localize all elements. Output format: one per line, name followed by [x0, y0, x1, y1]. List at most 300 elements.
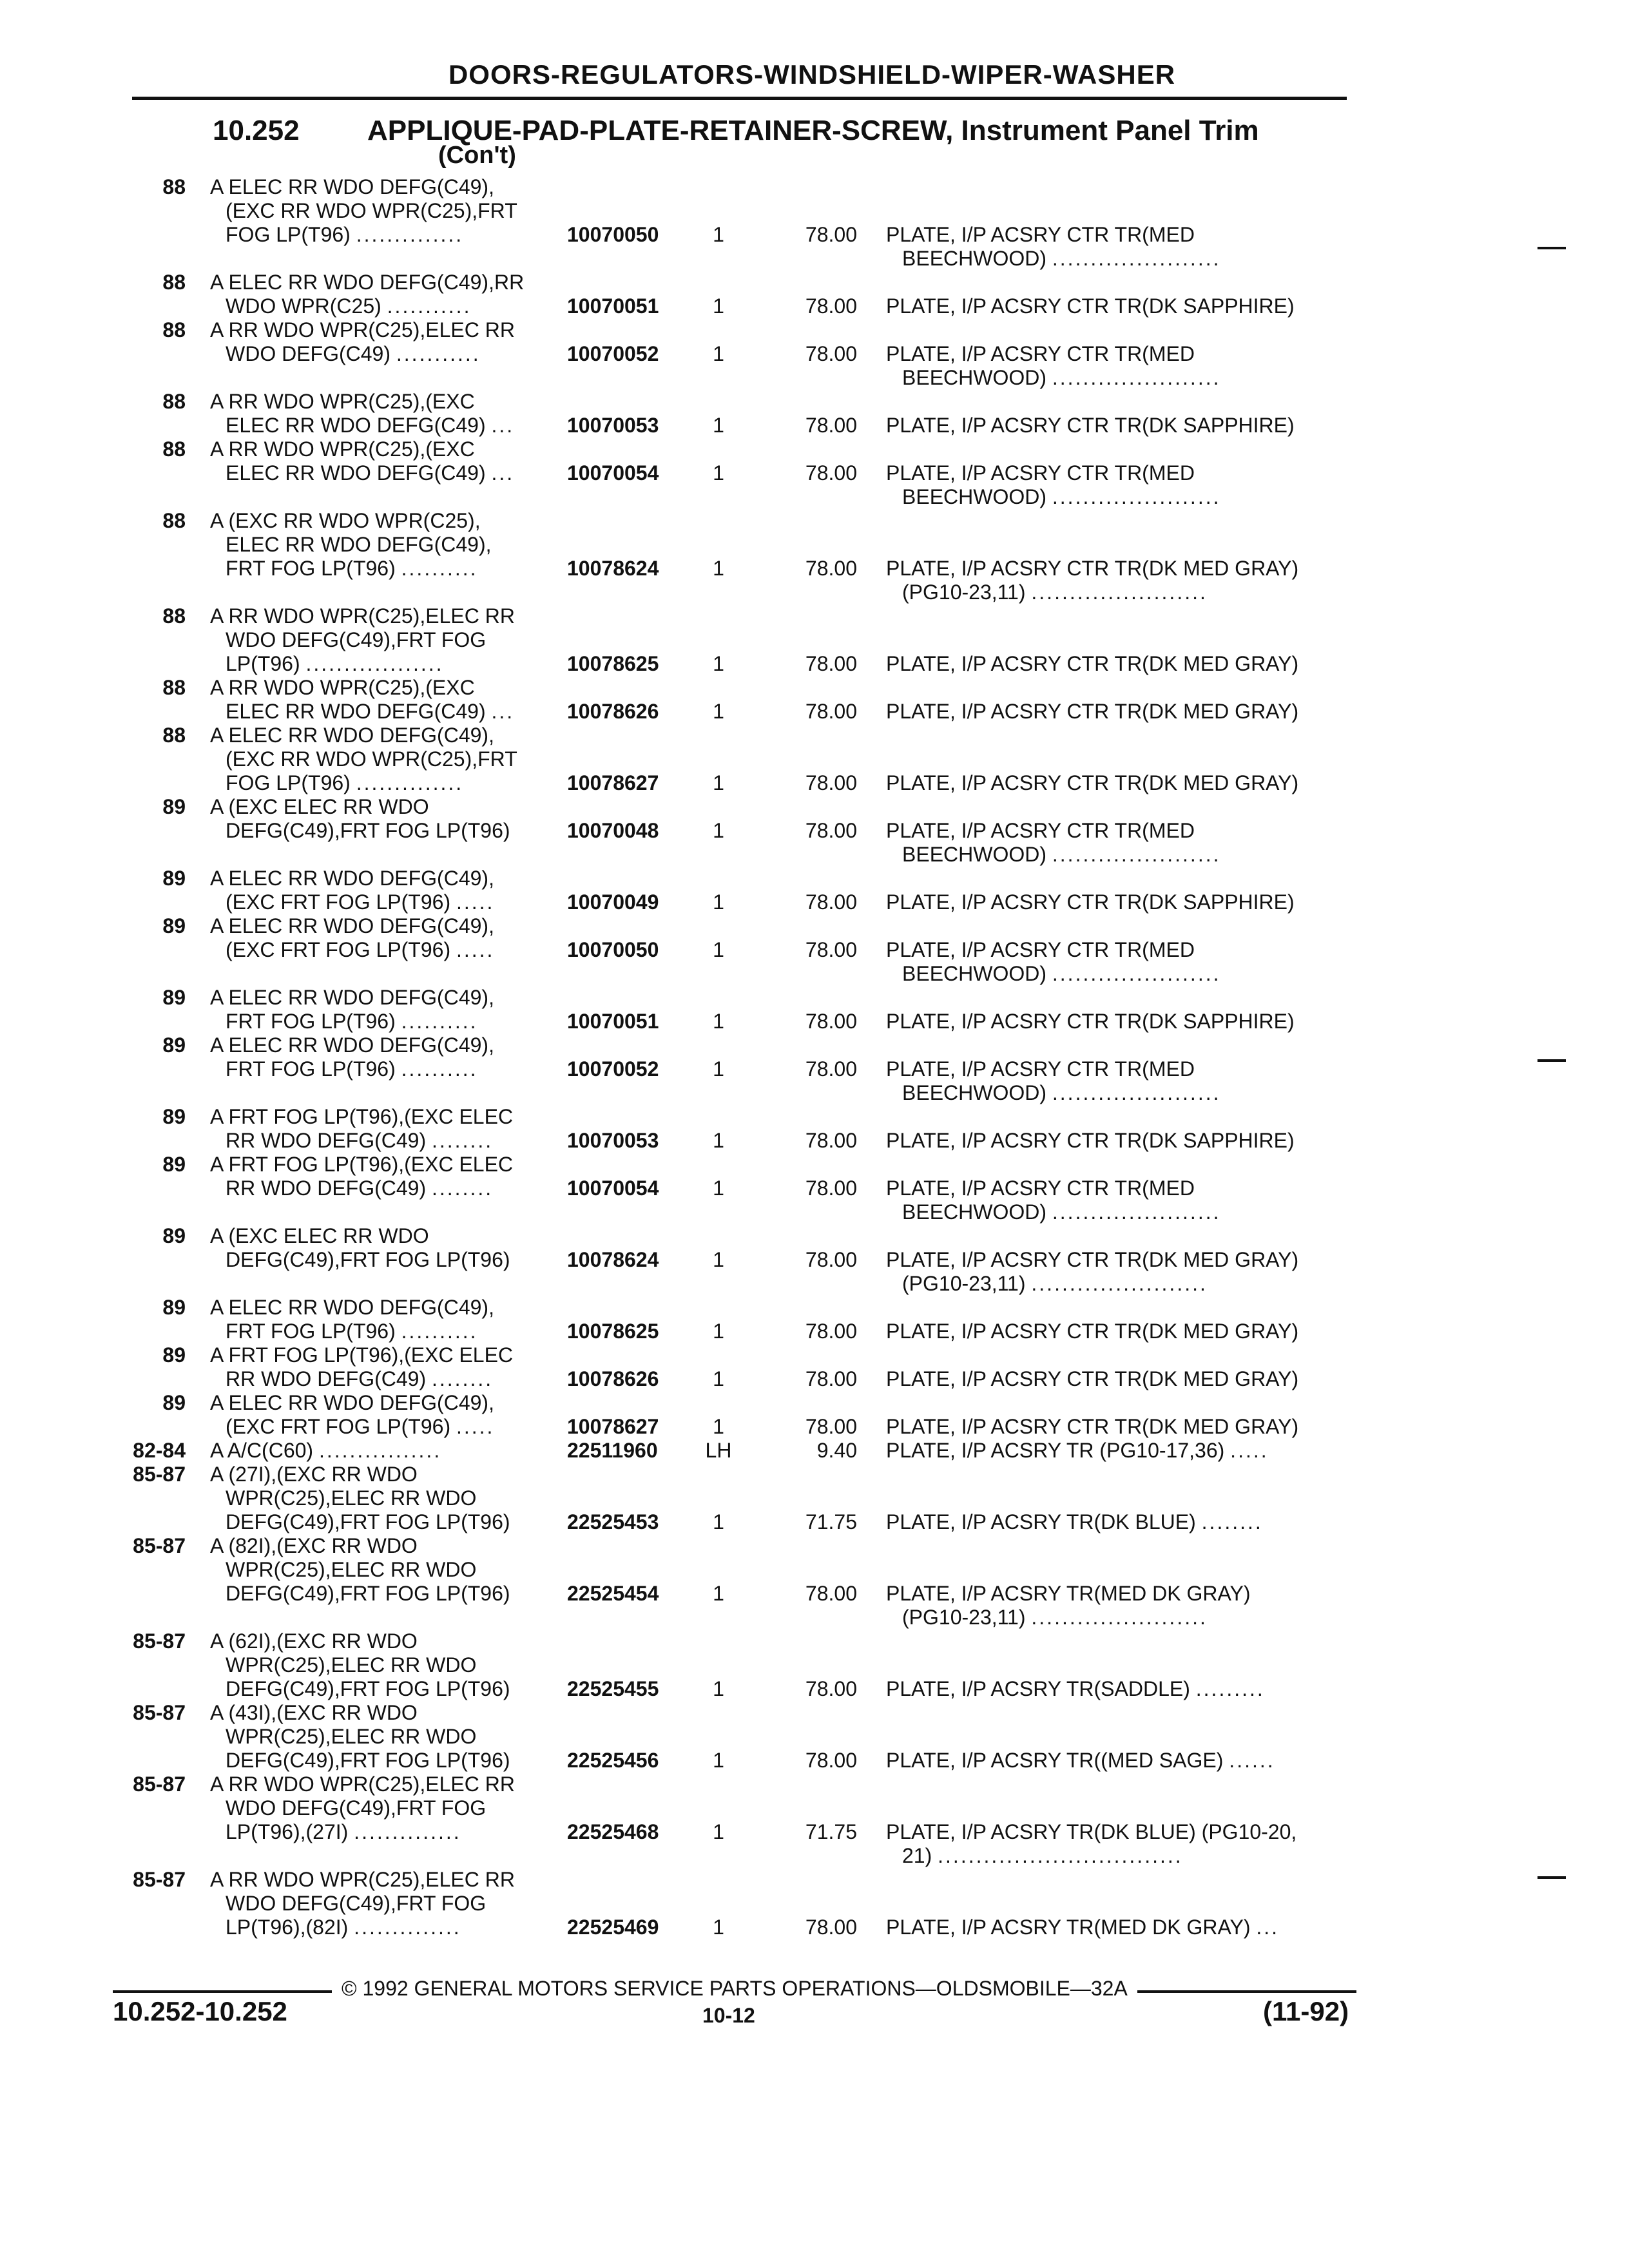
- part-name: [902, 1081, 1220, 1105]
- entry-line: [0, 581, 1629, 604]
- dot-leader: ......................: [1052, 1200, 1221, 1224]
- part-name-text: (PG10-23,11): [902, 1272, 1026, 1295]
- dot-leader: .......................: [1031, 581, 1208, 604]
- usage-description: [226, 1129, 493, 1153]
- part-number: 10070050: [567, 938, 659, 961]
- part-name: PLATE, I/P ACSRY CTR TR(DK MED GRAY): [886, 652, 1299, 675]
- part-name: [902, 1844, 1183, 1868]
- price: 78.00: [805, 771, 857, 794]
- entry-line: [0, 1081, 1629, 1105]
- price: 78.00: [805, 414, 857, 437]
- price: 78.00: [805, 1248, 857, 1271]
- part-name: PLATE, I/P ACSRY CTR TR(DK SAPPHIRE): [886, 294, 1295, 318]
- ref-number: 89: [162, 1296, 186, 1319]
- part-name: PLATE, I/P ACSRY CTR TR(DK MED GRAY): [886, 1248, 1299, 1271]
- entry-line: [0, 938, 1629, 962]
- ref-number: 85-87: [133, 1629, 186, 1653]
- dot-leader: ...: [1256, 1916, 1280, 1939]
- usage-description: A ELEC RR WDO DEFG(C49),: [210, 914, 494, 937]
- date-code: (11-92): [1263, 1996, 1349, 2026]
- usage-description: ELEC RR WDO DEFG(C49),: [226, 533, 492, 556]
- price: 9.40: [816, 1439, 857, 1462]
- parts-entry: [0, 724, 1629, 795]
- entry-line: [0, 1391, 1629, 1415]
- usage-description: [226, 461, 514, 485]
- entry-line: [0, 652, 1629, 676]
- parts-entry: [0, 1868, 1629, 1939]
- quantity: 1: [713, 1248, 724, 1271]
- dot-leader: .....: [456, 1415, 495, 1438]
- parts-entry: [0, 795, 1629, 867]
- price: 78.00: [805, 1367, 857, 1390]
- usage-text: (EXC FRT FOG LP(T96): [226, 938, 451, 961]
- parts-entry: [0, 1343, 1629, 1391]
- price: 78.00: [805, 1320, 857, 1343]
- entry-line: [0, 867, 1629, 890]
- quantity: LH: [705, 1439, 732, 1462]
- usage-description: DEFG(C49),FRT FOG LP(T96): [226, 1749, 510, 1772]
- part-number: 22525456: [567, 1749, 659, 1772]
- dot-leader: ..................: [305, 652, 444, 675]
- usage-text: LP(T96),(27I): [226, 1820, 349, 1843]
- part-name: PLATE, I/P ACSRY CTR TR(DK SAPPHIRE): [886, 890, 1295, 914]
- dot-leader: ..............: [354, 1820, 461, 1843]
- parts-entry: [0, 867, 1629, 914]
- ref-number: 89: [162, 1391, 186, 1414]
- usage-description: A (27I),(EXC RR WDO: [210, 1463, 418, 1486]
- usage-description: [226, 890, 494, 914]
- entry-line: [0, 199, 1629, 223]
- part-name: [902, 1272, 1208, 1296]
- parts-entry: [0, 1773, 1629, 1868]
- usage-description: WPR(C25),ELEC RR WDO: [226, 1558, 477, 1581]
- entry-line: [0, 414, 1629, 437]
- part-name: PLATE, I/P ACSRY TR(DK BLUE) (PG10-20,: [886, 1820, 1297, 1843]
- ref-number: 89: [162, 1105, 186, 1128]
- part-number: 10070052: [567, 1057, 659, 1081]
- part-number: 22511960: [567, 1439, 658, 1462]
- quantity: 1: [713, 1320, 724, 1343]
- price: 71.75: [805, 1820, 857, 1843]
- parts-entry: [0, 1153, 1629, 1224]
- part-name: [886, 1677, 1265, 1701]
- entry-line: [0, 271, 1629, 294]
- running-title: DOORS-REGULATORS-WINDSHIELD-WIPER-WASHER: [448, 59, 1176, 90]
- usage-text: FOG LP(T96): [226, 223, 351, 246]
- entry-line: [0, 1010, 1629, 1033]
- price: 78.00: [805, 1582, 857, 1605]
- parts-entry: [0, 1224, 1629, 1296]
- part-name: PLATE, I/P ACSRY CTR TR(MED: [886, 461, 1195, 485]
- quantity: 1: [713, 223, 724, 246]
- quantity: 1: [713, 1820, 724, 1843]
- header-rule: [132, 97, 1347, 100]
- price: 78.00: [805, 1057, 857, 1081]
- ref-number: 85-87: [133, 1534, 186, 1557]
- dot-leader: ..........: [401, 1057, 478, 1081]
- part-name: PLATE, I/P ACSRY CTR TR(MED: [886, 819, 1195, 842]
- usage-description: [226, 1415, 494, 1439]
- entry-line: [0, 1820, 1629, 1844]
- quantity: 1: [713, 1415, 724, 1438]
- dot-leader: ........: [1201, 1510, 1263, 1533]
- quantity: 1: [713, 1677, 724, 1700]
- entry-line: [0, 390, 1629, 414]
- usage-description: A ELEC RR WDO DEFG(C49),: [210, 986, 494, 1009]
- price: 78.00: [805, 1415, 857, 1438]
- entry-line: [0, 1248, 1629, 1272]
- entry-line: [0, 1296, 1629, 1320]
- dot-leader: ......: [1229, 1749, 1275, 1772]
- part-number: 10070049: [567, 890, 659, 914]
- usage-description: [226, 1820, 461, 1844]
- dot-leader: ..............: [356, 771, 464, 794]
- entry-line: [0, 1272, 1629, 1296]
- dot-leader: .....: [456, 938, 495, 961]
- parts-entry: [0, 1105, 1629, 1153]
- entry-line: [0, 1343, 1629, 1367]
- part-name: PLATE, I/P ACSRY CTR TR(DK MED GRAY): [886, 1415, 1299, 1438]
- part-name: PLATE, I/P ACSRY CTR TR(DK MED GRAY): [886, 1367, 1299, 1390]
- part-number: 10078625: [567, 1320, 659, 1343]
- entry-line: [0, 1510, 1629, 1534]
- part-number: 10070051: [567, 1010, 659, 1033]
- quantity: 1: [713, 1010, 724, 1033]
- usage-description: DEFG(C49),FRT FOG LP(T96): [226, 1248, 510, 1271]
- part-name-text: (PG10-23,11): [902, 581, 1026, 604]
- usage-description: A ELEC RR WDO DEFG(C49),: [210, 175, 494, 198]
- price: 78.00: [805, 294, 857, 318]
- dot-leader: ..........: [401, 557, 478, 580]
- entry-line: [0, 890, 1629, 914]
- part-name: [886, 1439, 1269, 1463]
- usage-description: A ELEC RR WDO DEFG(C49),: [210, 724, 494, 747]
- price: 78.00: [805, 1677, 857, 1700]
- parts-entry: [0, 271, 1629, 318]
- usage-description: A RR WDO WPR(C25),(EXC: [210, 437, 475, 461]
- entry-line: [0, 1534, 1629, 1558]
- part-number: 22525468: [567, 1820, 659, 1843]
- entry-line: [0, 461, 1629, 485]
- parts-entry: [0, 1391, 1629, 1439]
- usage-description: A (43I),(EXC RR WDO: [210, 1701, 418, 1724]
- part-name-text: PLATE, I/P ACSRY TR(MED DK GRAY): [886, 1916, 1251, 1939]
- footer-rule-right: [1137, 1990, 1356, 1993]
- usage-description: A RR WDO WPR(C25),ELEC RR: [210, 1773, 515, 1796]
- entry-line: [0, 1177, 1629, 1200]
- usage-text: FRT FOG LP(T96): [226, 1057, 396, 1081]
- section-subtitle: (Con't): [438, 142, 516, 169]
- usage-text: WDO DEFG(C49): [226, 342, 390, 365]
- entry-line: [0, 771, 1629, 795]
- entry-line: [0, 1606, 1629, 1629]
- parts-entry: [0, 1629, 1629, 1701]
- entry-line: [0, 1200, 1629, 1224]
- quantity: 1: [713, 1510, 724, 1533]
- dot-leader: ......................: [1052, 1081, 1221, 1104]
- part-number: 10078626: [567, 1367, 659, 1390]
- part-name-text: PLATE, I/P ACSRY TR(DK BLUE): [886, 1510, 1196, 1533]
- part-number: 10070053: [567, 414, 659, 437]
- part-name: [902, 247, 1220, 271]
- entry-line: [0, 1105, 1629, 1129]
- usage-description: [226, 1010, 478, 1033]
- usage-description: A RR WDO WPR(C25),ELEC RR: [210, 604, 515, 628]
- quantity: 1: [713, 700, 724, 723]
- parts-entry: [0, 914, 1629, 986]
- usage-description: A (62I),(EXC RR WDO: [210, 1629, 418, 1653]
- price: 71.75: [805, 1510, 857, 1533]
- entry-line: [0, 1224, 1629, 1248]
- usage-description: (EXC RR WDO WPR(C25),FRT: [226, 199, 517, 222]
- part-name: [902, 962, 1220, 986]
- entry-line: [0, 557, 1629, 581]
- dot-leader: ...: [491, 414, 515, 437]
- parts-entry: [0, 390, 1629, 437]
- usage-description: [226, 223, 463, 247]
- usage-description: WPR(C25),ELEC RR WDO: [226, 1486, 477, 1510]
- part-name: PLATE, I/P ACSRY CTR TR(DK SAPPHIRE): [886, 1010, 1295, 1033]
- ref-number: 89: [162, 795, 186, 818]
- part-name: PLATE, I/P ACSRY CTR TR(MED: [886, 1057, 1195, 1081]
- margin-mark: [1537, 247, 1566, 249]
- page-number: 10-12: [702, 2004, 755, 2027]
- usage-description: A RR WDO WPR(C25),(EXC: [210, 676, 475, 699]
- price: 78.00: [805, 1129, 857, 1152]
- margin-mark: [1537, 1876, 1566, 1879]
- usage-description: A ELEC RR WDO DEFG(C49),: [210, 1033, 494, 1057]
- dot-leader: ........: [432, 1129, 494, 1152]
- price: 78.00: [805, 890, 857, 914]
- usage-text: FRT FOG LP(T96): [226, 1320, 396, 1343]
- usage-text: FRT FOG LP(T96): [226, 557, 396, 580]
- part-name: PLATE, I/P ACSRY CTR TR(MED: [886, 342, 1195, 365]
- part-number: 10070054: [567, 1177, 659, 1200]
- part-name: [902, 843, 1220, 867]
- ref-number: 88: [162, 271, 186, 294]
- price: 78.00: [805, 342, 857, 365]
- part-number: 10070048: [567, 819, 659, 842]
- ref-number: 88: [162, 437, 186, 461]
- quantity: 1: [713, 557, 724, 580]
- entry-line: [0, 914, 1629, 938]
- usage-description: [226, 1320, 478, 1343]
- quantity: 1: [713, 1057, 724, 1081]
- usage-description: DEFG(C49),FRT FOG LP(T96): [226, 1510, 510, 1533]
- ref-number: 88: [162, 724, 186, 747]
- price: 78.00: [805, 461, 857, 485]
- usage-description: A (EXC RR WDO WPR(C25),: [210, 509, 481, 532]
- dot-leader: ...........: [387, 294, 472, 318]
- part-name-text: BEECHWOOD): [902, 843, 1046, 866]
- usage-description: [210, 1439, 441, 1463]
- dot-leader: ..............: [356, 223, 464, 246]
- dot-leader: ........: [432, 1367, 494, 1390]
- usage-description: A ELEC RR WDO DEFG(C49),: [210, 867, 494, 890]
- price: 78.00: [805, 652, 857, 675]
- entry-line: [0, 1153, 1629, 1177]
- entry-line: [0, 485, 1629, 509]
- entry-line: [0, 533, 1629, 557]
- usage-description: WPR(C25),ELEC RR WDO: [226, 1725, 477, 1748]
- part-name-text: BEECHWOOD): [902, 485, 1046, 508]
- entry-line: [0, 1463, 1629, 1486]
- quantity: 1: [713, 890, 724, 914]
- part-name-text: PLATE, I/P ACSRY TR (PG10-17,36): [886, 1439, 1225, 1462]
- entry-line: [0, 1629, 1629, 1653]
- parts-entry: [0, 1296, 1629, 1343]
- parts-entry: [0, 1439, 1629, 1463]
- part-name: [902, 1200, 1220, 1224]
- part-name: [902, 485, 1220, 509]
- quantity: 1: [713, 294, 724, 318]
- entry-line: [0, 1057, 1629, 1081]
- entry-line: [0, 294, 1629, 318]
- entry-line: [0, 1415, 1629, 1439]
- usage-description: (EXC RR WDO WPR(C25),FRT: [226, 747, 517, 771]
- dot-leader: .........: [1195, 1677, 1265, 1700]
- ref-number: 89: [162, 986, 186, 1009]
- parts-entry: [0, 318, 1629, 390]
- ref-number: 89: [162, 867, 186, 890]
- parts-entry: [0, 1463, 1629, 1534]
- entry-line: [0, 700, 1629, 724]
- part-number: 10078624: [567, 1248, 659, 1271]
- entry-line: [0, 175, 1629, 199]
- usage-description: A (EXC ELEC RR WDO: [210, 1224, 429, 1247]
- entry-line: [0, 1916, 1629, 1939]
- part-number: 22525454: [567, 1582, 659, 1605]
- part-name-text: BEECHWOOD): [902, 366, 1046, 389]
- usage-description: A FRT FOG LP(T96),(EXC ELEC: [210, 1153, 514, 1176]
- entry-line: [0, 986, 1629, 1010]
- part-name: [886, 1749, 1275, 1773]
- entry-line: [0, 509, 1629, 533]
- copyright-line: © 1992 GENERAL MOTORS SERVICE PARTS OPERATIONS—OLDSMOBILE—32A: [342, 1977, 1128, 2000]
- quantity: 1: [713, 652, 724, 675]
- ref-number: 85-87: [133, 1868, 186, 1891]
- ref-number: 89: [162, 1153, 186, 1176]
- usage-description: A RR WDO WPR(C25),ELEC RR: [210, 318, 515, 341]
- parts-list: [0, 175, 1629, 1939]
- parts-entry: [0, 1701, 1629, 1773]
- entry-line: [0, 1129, 1629, 1153]
- usage-text: RR WDO DEFG(C49): [226, 1129, 427, 1152]
- entry-line: [0, 1558, 1629, 1582]
- part-number: 22525469: [567, 1916, 659, 1939]
- dot-leader: ......................: [1052, 485, 1221, 508]
- dot-leader: .....: [1230, 1439, 1269, 1462]
- part-name: PLATE, I/P ACSRY CTR TR(MED: [886, 1177, 1195, 1200]
- part-name-text: BEECHWOOD): [902, 1200, 1046, 1224]
- part-number: 22525453: [567, 1510, 659, 1533]
- usage-description: DEFG(C49),FRT FOG LP(T96): [226, 1677, 510, 1700]
- usage-description: DEFG(C49),FRT FOG LP(T96): [226, 1582, 510, 1605]
- parts-entry: [0, 1033, 1629, 1105]
- part-name-text: (PG10-23,11): [902, 1606, 1026, 1629]
- parts-entry: [0, 676, 1629, 724]
- usage-description: DEFG(C49),FRT FOG LP(T96): [226, 819, 510, 842]
- part-name: PLATE, I/P ACSRY CTR TR(DK MED GRAY): [886, 700, 1299, 723]
- ref-number: 85-87: [133, 1773, 186, 1796]
- usage-description: WDO DEFG(C49),FRT FOG: [226, 628, 487, 651]
- quantity: 1: [713, 414, 724, 437]
- section-number: 10.252: [213, 115, 300, 146]
- price: 78.00: [805, 700, 857, 723]
- part-number: 10070054: [567, 461, 659, 485]
- ref-number: 89: [162, 914, 186, 937]
- usage-description: A ELEC RR WDO DEFG(C49),RR: [210, 271, 525, 294]
- usage-text: LP(T96): [226, 652, 300, 675]
- parts-entry: [0, 509, 1629, 604]
- entry-line: [0, 1320, 1629, 1343]
- quantity: 1: [713, 1916, 724, 1939]
- ref-number: 88: [162, 509, 186, 532]
- entry-line: [0, 962, 1629, 986]
- price: 78.00: [805, 557, 857, 580]
- entry-line: [0, 843, 1629, 867]
- entry-line: [0, 1653, 1629, 1677]
- price: 78.00: [805, 1916, 857, 1939]
- ref-number: 88: [162, 318, 186, 341]
- parts-entry: [0, 1534, 1629, 1629]
- quantity: 1: [713, 461, 724, 485]
- dot-leader: .......................: [1031, 1606, 1208, 1629]
- part-number: 10070053: [567, 1129, 659, 1152]
- part-number: 10070051: [567, 294, 659, 318]
- price: 78.00: [805, 1749, 857, 1772]
- quantity: 1: [713, 342, 724, 365]
- usage-description: A FRT FOG LP(T96),(EXC ELEC: [210, 1105, 514, 1128]
- part-name-text: BEECHWOOD): [902, 1081, 1046, 1104]
- usage-text: ELEC RR WDO DEFG(C49): [226, 461, 486, 485]
- part-name: [886, 1916, 1279, 1939]
- usage-text: (EXC FRT FOG LP(T96): [226, 1415, 451, 1438]
- section-title: APPLIQUE-PAD-PLATE-RETAINER-SCREW, Instrument Panel Trim: [367, 115, 1259, 146]
- usage-description: [226, 1177, 493, 1200]
- dot-leader: .....: [456, 890, 495, 914]
- part-name-text: BEECHWOOD): [902, 247, 1046, 270]
- entry-line: [0, 1677, 1629, 1701]
- usage-description: [226, 1367, 493, 1391]
- usage-description: A FRT FOG LP(T96),(EXC ELEC: [210, 1343, 514, 1367]
- entry-line: [0, 1486, 1629, 1510]
- usage-text: WDO WPR(C25): [226, 294, 381, 318]
- part-name: PLATE, I/P ACSRY CTR TR(DK MED GRAY): [886, 557, 1299, 580]
- part-name: PLATE, I/P ACSRY TR(MED DK GRAY): [886, 1582, 1251, 1605]
- entry-line: [0, 1367, 1629, 1391]
- usage-description: A ELEC RR WDO DEFG(C49),: [210, 1391, 494, 1414]
- usage-description: [226, 771, 463, 795]
- entry-line: [0, 747, 1629, 771]
- ref-number: 89: [162, 1033, 186, 1057]
- price: 78.00: [805, 1177, 857, 1200]
- dot-leader: ........: [432, 1177, 494, 1200]
- dot-leader: ...........: [396, 342, 481, 365]
- usage-text: RR WDO DEFG(C49): [226, 1367, 427, 1390]
- dot-leader: ................: [318, 1439, 442, 1462]
- price: 78.00: [805, 938, 857, 961]
- entry-line: [0, 342, 1629, 366]
- footer-rule-left: [113, 1990, 332, 1993]
- usage-text: ELEC RR WDO DEFG(C49): [226, 700, 486, 723]
- section-range: 10.252-10.252: [113, 1996, 287, 2026]
- ref-number: 88: [162, 604, 186, 628]
- dot-leader: ...: [491, 461, 515, 485]
- part-name: [886, 1510, 1263, 1534]
- dot-leader: ..............: [354, 1916, 461, 1939]
- part-number: 10078627: [567, 1415, 659, 1438]
